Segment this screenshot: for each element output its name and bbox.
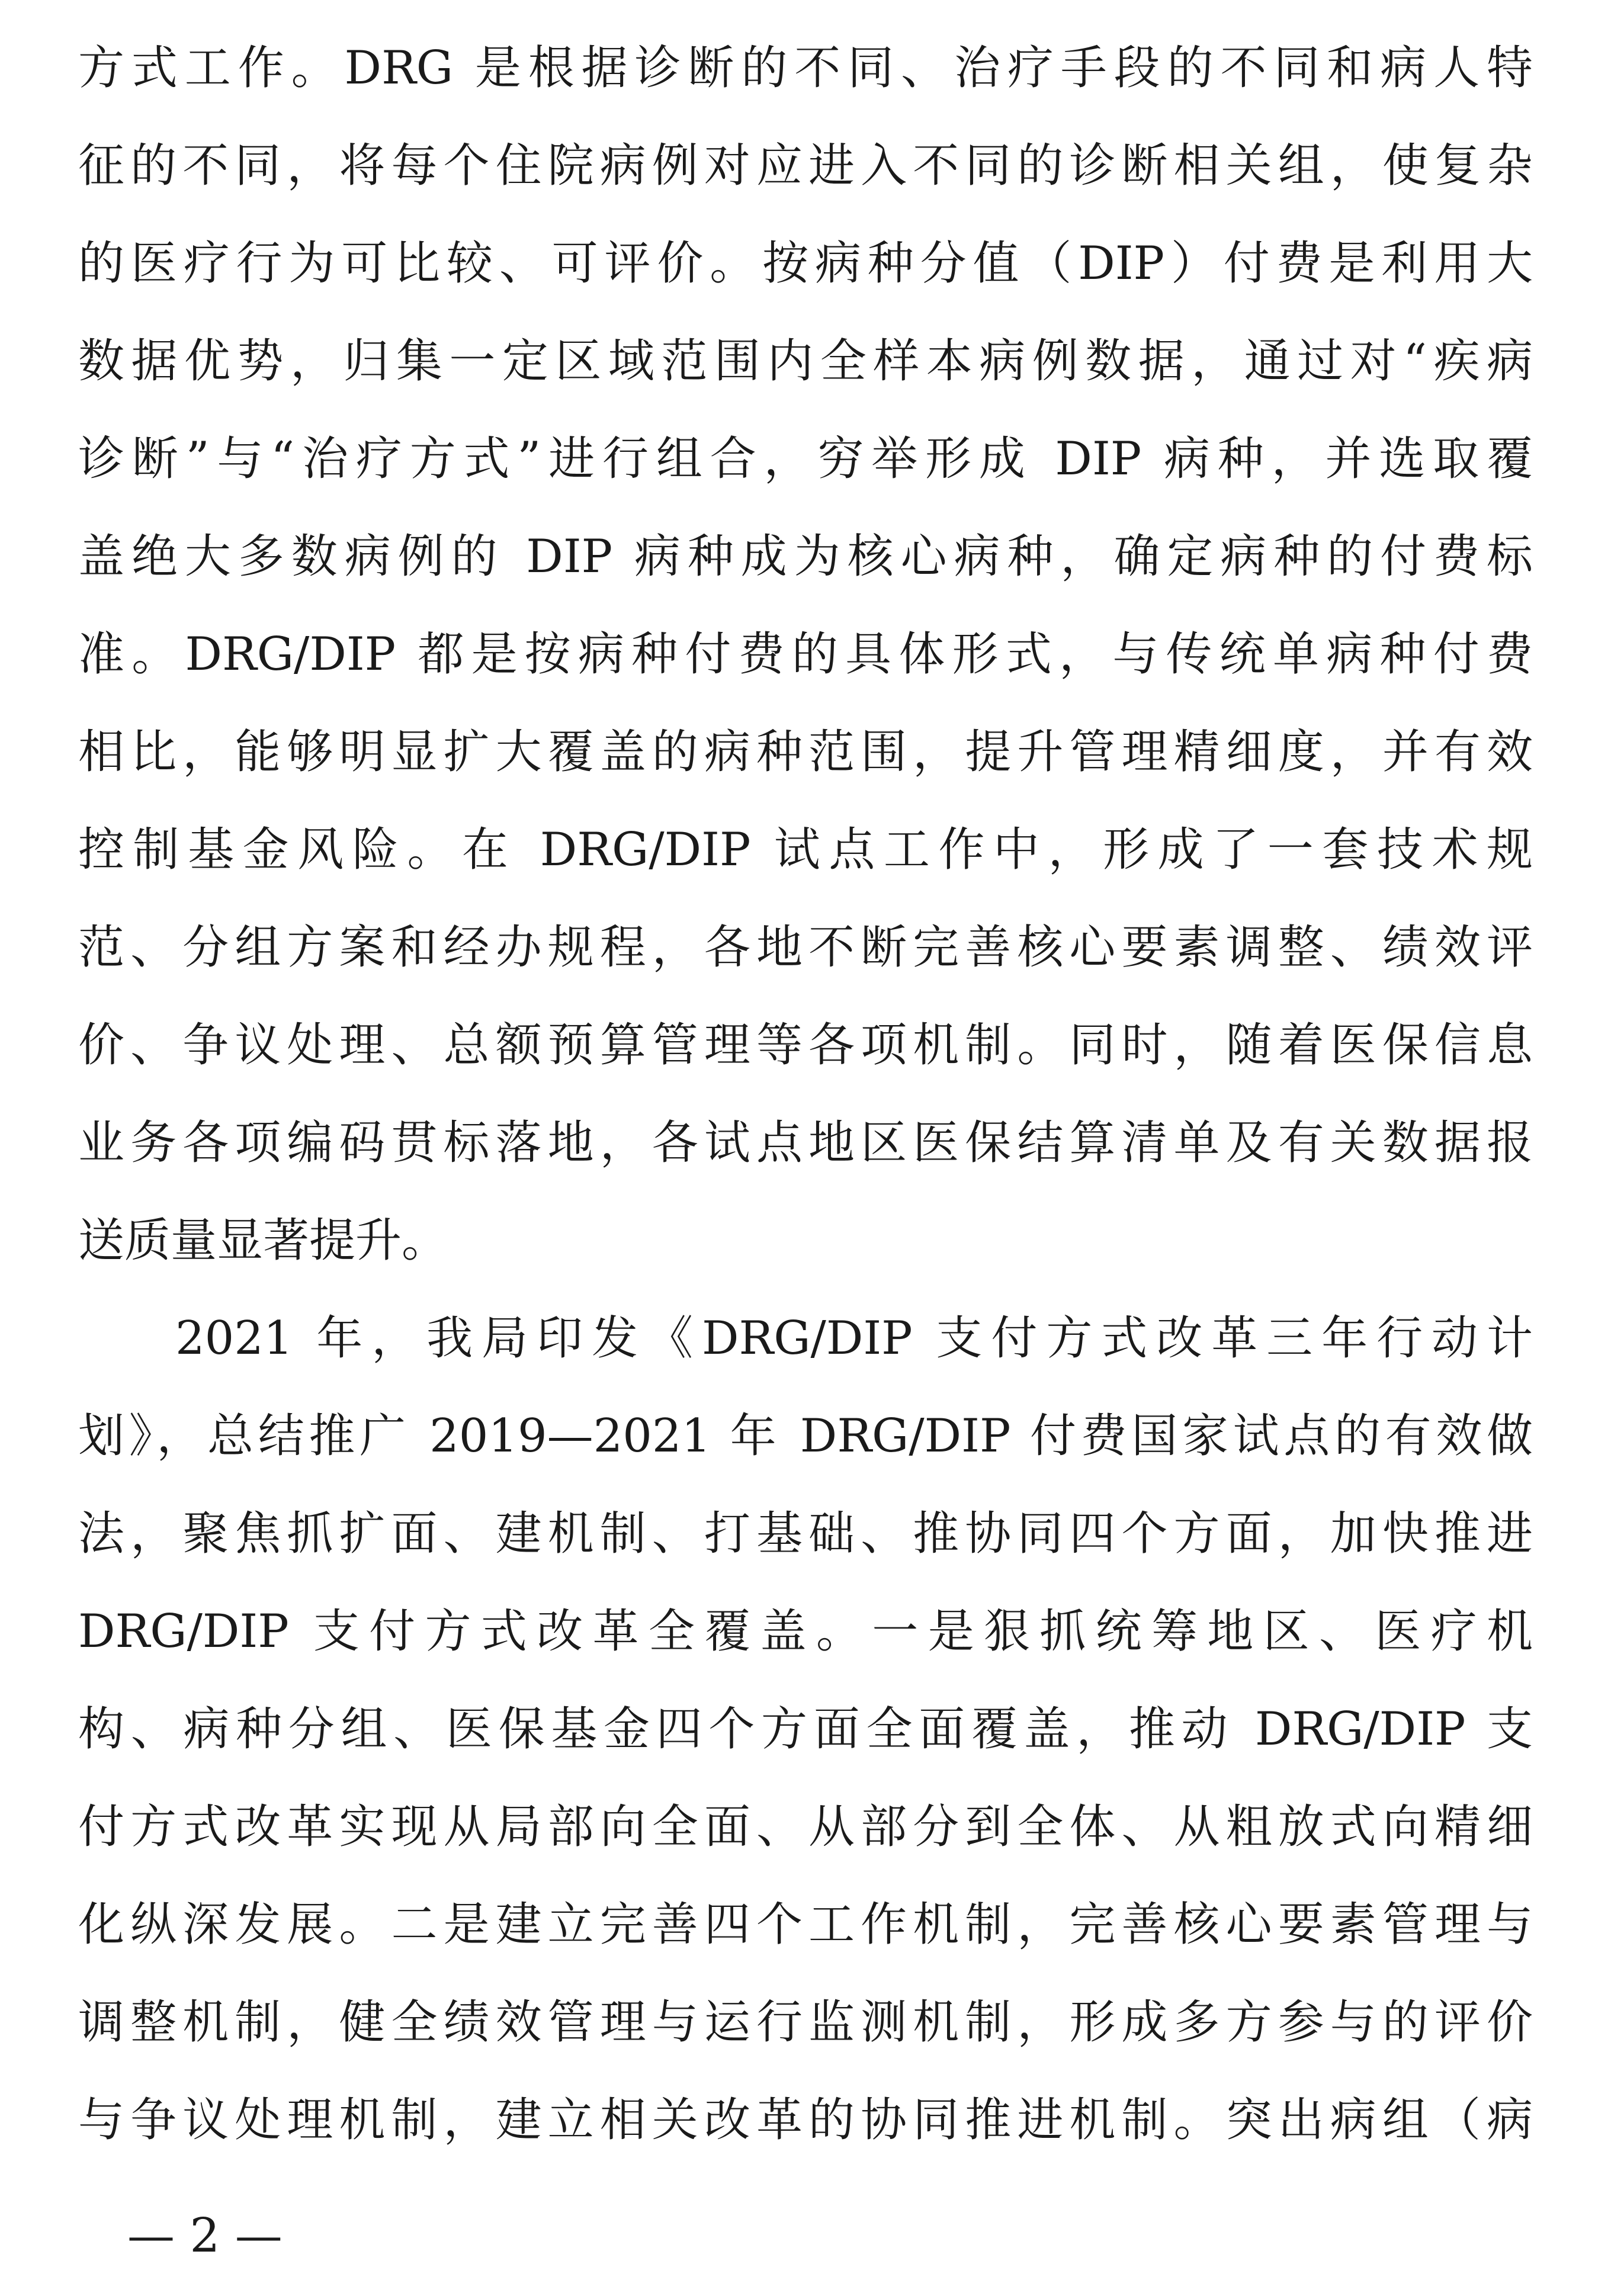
text-line-13: 送质量显著提升。 bbox=[78, 1214, 448, 1267]
text-line-3: 的医疗行为可比较、可评价。按病种分值（DIP）付费是利用大 bbox=[78, 237, 1533, 290]
text-line-22: 与争议处理机制，建立相关改革的协同推进机制。突出病组（病 bbox=[78, 2093, 1533, 2147]
text-line-16: 法，聚焦抓扩面、建机制、打基础、推协同四个方面，加快推进 bbox=[78, 1507, 1533, 1560]
text-line-9: 控制基金风险。在 DRG/DIP 试点工作中，形成了一套技术规 bbox=[78, 823, 1533, 876]
text-line-5: 诊断”与“治疗方式”进行组合，穷举形成 DIP 病种，并选取覆 bbox=[78, 432, 1533, 486]
text-line-7: 准。DRG/DIP 都是按病种付费的具体形式，与传统单病种付费 bbox=[78, 628, 1533, 681]
text-line-18: 构、病种分组、医保基金四个方面全面覆盖，推动 DRG/DIP 支 bbox=[78, 1703, 1533, 1756]
text-line-12: 业务各项编码贯标落地，各试点地区医保结算清单及有关数据报 bbox=[78, 1116, 1533, 1170]
text-line-21: 调整机制，健全绩效管理与运行监测机制，形成多方参与的评价 bbox=[78, 1996, 1533, 2049]
text-line-2: 征的不同，将每个住院病例对应进入不同的诊断相关组，使复杂 bbox=[78, 139, 1533, 192]
text-line-20: 化纵深发展。二是建立完善四个工作机制，完善核心要素管理与 bbox=[78, 1898, 1533, 1951]
text-line-19: 付方式改革实现从局部向全面、从部分到全体、从粗放式向精细 bbox=[78, 1800, 1533, 1854]
text-line-10: 范、分组方案和经办规程，各地不断完善核心要素调整、绩效评 bbox=[78, 921, 1533, 974]
text-line-14: 2021 年，我局印发《DRG/DIP 支付方式改革三年行动计 bbox=[175, 1312, 1533, 1365]
page-number: — 2 — bbox=[127, 2208, 283, 2263]
text-line-17: DRG/DIP 支付方式改革全覆盖。一是狠抓统筹地区、医疗机 bbox=[78, 1605, 1533, 1658]
text-line-8: 相比，能够明显扩大覆盖的病种范围，提升管理精细度，并有效 bbox=[78, 725, 1533, 779]
text-line-6: 盖绝大多数病例的 DIP 病种成为核心病种，确定病种的付费标 bbox=[78, 530, 1533, 583]
text-line-4: 数据优势，归集一定区域范围内全样本病例数据，通过对“疾病 bbox=[78, 335, 1533, 388]
text-line-1: 方式工作。DRG 是根据诊断的不同、治疗手段的不同和病人特 bbox=[78, 41, 1533, 95]
text-line-15: 划》，总结推广 2019—2021 年 DRG/DIP 付费国家试点的有效做 bbox=[78, 1409, 1533, 1463]
text-line-11: 价、争议处理、总额预算管理等各项机制。同时，随着医保信息 bbox=[78, 1019, 1533, 1072]
